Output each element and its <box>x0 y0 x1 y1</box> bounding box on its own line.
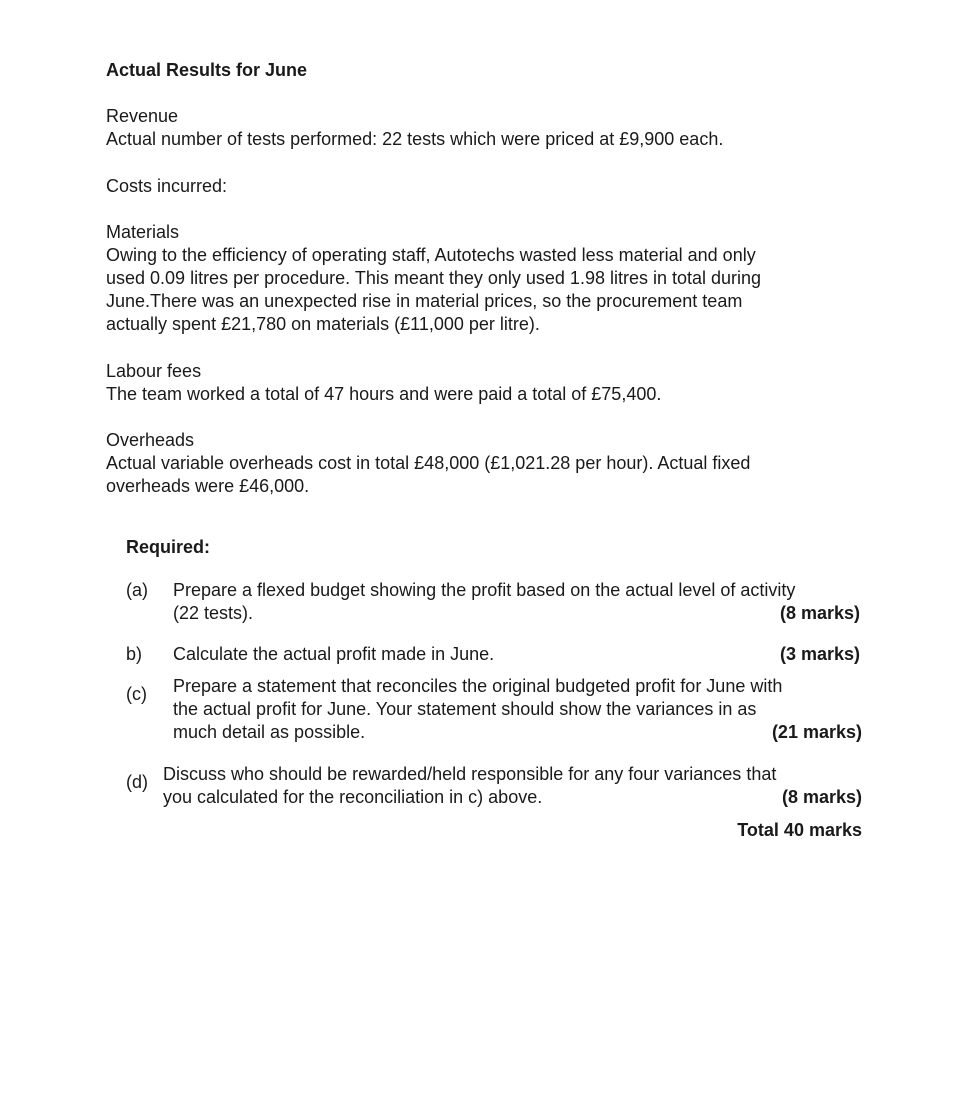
overheads-line: Actual variable overheads cost in total £48,000 (£1,021.28 per hour). Actual fixed <box>106 453 751 473</box>
page-title: Actual Results for June <box>106 60 308 80</box>
question-line: Prepare a flexed budget showing the profit based on the actual level of activity <box>173 580 796 600</box>
required-heading: Required: <box>126 537 211 557</box>
revenue-heading: Revenue <box>106 106 179 126</box>
materials-line: June.There was an unexpected rise in material prices, so the procurement team <box>106 291 743 311</box>
question-marks: (8 marks) <box>781 787 862 807</box>
question-line: much detail as possible. <box>173 722 366 742</box>
question-text <box>173 643 494 666</box>
question-text <box>173 579 795 625</box>
costs-heading: Costs incurred: <box>106 176 228 196</box>
costs-section <box>106 175 866 198</box>
question-text <box>163 763 776 809</box>
total-marks: Total 40 marks <box>737 820 862 840</box>
materials-line: Owing to the efficiency of operating staff, Autotechs wasted less material and only <box>106 245 756 265</box>
question-line: Discuss who should be rewarded/held responsible for any four variances that <box>163 764 777 784</box>
question-c <box>126 675 866 744</box>
question-line: Prepare a statement that reconciles the original budgeted profit for June with <box>173 676 783 696</box>
question-b <box>126 643 726 666</box>
materials-section <box>106 221 866 336</box>
revenue-section <box>106 105 866 151</box>
question-marks: (3 marks) <box>779 644 860 664</box>
question-marks: (8 marks) <box>779 603 860 623</box>
overheads-line: overheads were £46,000. <box>106 476 310 496</box>
labour-heading: Labour fees <box>106 361 202 381</box>
question-line: you calculated for the reconciliation in c) above. <box>163 787 543 807</box>
question-line: the actual profit for June. Your statement should show the variances in as <box>173 699 757 719</box>
question-line: Calculate the actual profit made in June. <box>173 644 495 664</box>
question-text <box>173 675 782 744</box>
question-marks: (21 marks) <box>771 722 862 742</box>
materials-heading: Materials <box>106 222 180 242</box>
materials-line: actually spent £21,780 on materials (£11,000 per litre). <box>106 314 540 334</box>
question-label: (d) <box>126 772 148 792</box>
revenue-text: Actual number of tests performed: 22 tests which were priced at £9,900 each. <box>106 129 724 149</box>
question-label: (c) <box>126 684 147 704</box>
question-d <box>126 763 866 809</box>
materials-line: used 0.09 litres per procedure. This meant they only used 1.98 litres in total during <box>106 268 762 288</box>
overheads-section <box>106 429 866 498</box>
labour-text: The team worked a total of 47 hours and were paid a total of £75,400. <box>106 384 662 404</box>
question-a <box>126 579 871 625</box>
question-label: b) <box>126 644 143 664</box>
question-label: (a) <box>126 580 148 600</box>
question-line: (22 tests). <box>173 603 254 623</box>
labour-section <box>106 360 866 406</box>
overheads-heading: Overheads <box>106 430 195 450</box>
